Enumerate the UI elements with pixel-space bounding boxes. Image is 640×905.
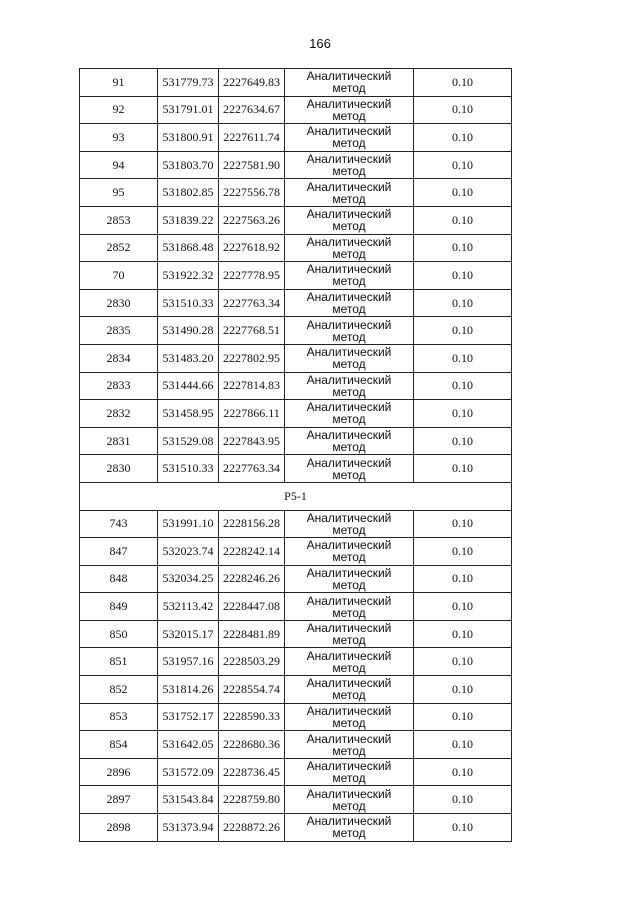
point-number-cell: 848 bbox=[80, 565, 158, 593]
point-number-cell: 854 bbox=[80, 731, 158, 759]
method-cell bbox=[285, 593, 414, 621]
table-row bbox=[80, 289, 512, 317]
accuracy-cell: 0.10 bbox=[414, 758, 512, 786]
table-row bbox=[80, 400, 512, 428]
x-coordinate-cell: 531791.01 bbox=[158, 96, 219, 124]
method-line-1: Аналитический bbox=[306, 455, 392, 470]
point-number-cell: 2835 bbox=[80, 317, 158, 345]
table-row bbox=[80, 234, 512, 262]
method-line-1: Аналитический bbox=[306, 152, 392, 167]
x-coordinate-cell: 531814.26 bbox=[158, 676, 219, 704]
method-line-1: Аналитический bbox=[306, 565, 392, 580]
y-coordinate-cell: 2227556.78 bbox=[219, 179, 285, 207]
table-row bbox=[80, 427, 512, 455]
x-coordinate-cell: 532023.74 bbox=[158, 538, 219, 566]
method-line-1: Аналитический bbox=[306, 538, 392, 553]
x-coordinate-cell: 532034.25 bbox=[158, 565, 219, 593]
point-number-cell: 850 bbox=[80, 620, 158, 648]
method-line-1: Аналитический bbox=[306, 69, 392, 84]
accuracy-cell: 0.10 bbox=[414, 455, 512, 483]
method-cell bbox=[285, 317, 414, 345]
method-line-1: Аналитический bbox=[306, 621, 392, 636]
method-line-2: метод bbox=[332, 136, 366, 151]
y-coordinate-cell: 2227768.51 bbox=[219, 317, 285, 345]
method-cell bbox=[285, 565, 414, 593]
method-cell bbox=[285, 620, 414, 648]
y-coordinate-cell: 2228246.26 bbox=[219, 565, 285, 593]
accuracy-cell: 0.10 bbox=[414, 372, 512, 400]
table-row bbox=[80, 96, 512, 124]
accuracy-cell: 0.10 bbox=[414, 124, 512, 152]
table-row bbox=[80, 648, 512, 676]
method-line-1: Аналитический bbox=[306, 510, 392, 525]
y-coordinate-cell: 2228680.36 bbox=[219, 731, 285, 759]
method-line-2: метод bbox=[332, 826, 366, 841]
method-cell bbox=[285, 676, 414, 704]
method-line-2: метод bbox=[332, 274, 366, 289]
method-line-1: Аналитический bbox=[306, 731, 392, 746]
method-line-2: метод bbox=[332, 81, 366, 96]
table-row bbox=[80, 758, 512, 786]
method-cell bbox=[285, 372, 414, 400]
x-coordinate-cell: 531458.95 bbox=[158, 400, 219, 428]
section-row bbox=[80, 482, 512, 510]
coordinates-table bbox=[79, 68, 512, 842]
point-number-cell: 853 bbox=[80, 703, 158, 731]
x-coordinate-cell: 531779.73 bbox=[158, 69, 219, 97]
accuracy-cell: 0.10 bbox=[414, 96, 512, 124]
method-line-1: Аналитический bbox=[306, 234, 392, 249]
point-number-cell: 743 bbox=[80, 510, 158, 538]
accuracy-cell: 0.10 bbox=[414, 400, 512, 428]
y-coordinate-cell: 2227802.95 bbox=[219, 344, 285, 372]
accuracy-cell: 0.10 bbox=[414, 814, 512, 842]
table-row bbox=[80, 317, 512, 345]
point-number-cell: 2898 bbox=[80, 814, 158, 842]
method-cell bbox=[285, 786, 414, 814]
method-line-2: метод bbox=[332, 384, 366, 399]
point-number-cell: 2831 bbox=[80, 427, 158, 455]
method-cell bbox=[285, 510, 414, 538]
point-number-cell: 91 bbox=[80, 69, 158, 97]
method-line-2: метод bbox=[332, 108, 366, 123]
point-number-cell: 94 bbox=[80, 151, 158, 179]
y-coordinate-cell: 2228447.08 bbox=[219, 593, 285, 621]
method-line-1: Аналитический bbox=[306, 207, 392, 222]
table-row bbox=[80, 179, 512, 207]
table-row bbox=[80, 786, 512, 814]
accuracy-cell: 0.10 bbox=[414, 510, 512, 538]
method-line-1: Аналитический bbox=[306, 262, 392, 277]
method-line-1: Аналитический bbox=[306, 345, 392, 360]
accuracy-cell: 0.10 bbox=[414, 538, 512, 566]
y-coordinate-cell: 2227634.67 bbox=[219, 96, 285, 124]
method-line-1: Аналитический bbox=[306, 648, 392, 663]
table-row bbox=[80, 731, 512, 759]
method-line-2: метод bbox=[332, 440, 366, 455]
method-line-2: метод bbox=[332, 219, 366, 234]
point-number-cell: 2897 bbox=[80, 786, 158, 814]
accuracy-cell: 0.10 bbox=[414, 69, 512, 97]
method-line-2: метод bbox=[332, 550, 366, 565]
table-row bbox=[80, 124, 512, 152]
method-line-1: Аналитический bbox=[306, 593, 392, 608]
y-coordinate-cell: 2228156.28 bbox=[219, 510, 285, 538]
x-coordinate-cell: 531957.16 bbox=[158, 648, 219, 676]
table-row bbox=[80, 262, 512, 290]
accuracy-cell: 0.10 bbox=[414, 234, 512, 262]
y-coordinate-cell: 2228872.26 bbox=[219, 814, 285, 842]
method-line-1: Аналитический bbox=[306, 759, 392, 774]
method-cell bbox=[285, 262, 414, 290]
accuracy-cell: 0.10 bbox=[414, 179, 512, 207]
method-cell bbox=[285, 703, 414, 731]
y-coordinate-cell: 2227763.34 bbox=[219, 455, 285, 483]
method-line-2: метод bbox=[332, 191, 366, 206]
method-line-2: метод bbox=[332, 633, 366, 648]
accuracy-cell: 0.10 bbox=[414, 317, 512, 345]
method-cell bbox=[285, 758, 414, 786]
x-coordinate-cell: 531510.33 bbox=[158, 455, 219, 483]
method-line-1: Аналитический bbox=[306, 290, 392, 305]
x-coordinate-cell: 531802.85 bbox=[158, 179, 219, 207]
x-coordinate-cell: 531444.66 bbox=[158, 372, 219, 400]
table-row bbox=[80, 510, 512, 538]
method-line-2: метод bbox=[332, 164, 366, 179]
accuracy-cell: 0.10 bbox=[414, 289, 512, 317]
method-line-1: Аналитический bbox=[306, 428, 392, 443]
method-line-2: метод bbox=[332, 302, 366, 317]
method-cell bbox=[285, 455, 414, 483]
x-coordinate-cell: 531868.48 bbox=[158, 234, 219, 262]
method-line-2: метод bbox=[332, 412, 366, 427]
method-line-2: метод bbox=[332, 605, 366, 620]
method-cell bbox=[285, 289, 414, 317]
x-coordinate-cell: 531543.84 bbox=[158, 786, 219, 814]
accuracy-cell: 0.10 bbox=[414, 648, 512, 676]
y-coordinate-cell: 2227763.34 bbox=[219, 289, 285, 317]
accuracy-cell: 0.10 bbox=[414, 427, 512, 455]
point-number-cell: 2852 bbox=[80, 234, 158, 262]
method-line-1: Аналитический bbox=[306, 400, 392, 415]
x-coordinate-cell: 531373.94 bbox=[158, 814, 219, 842]
method-line-2: метод bbox=[332, 577, 366, 592]
point-number-cell: 2830 bbox=[80, 455, 158, 483]
method-line-1: Аналитический bbox=[306, 124, 392, 139]
method-cell bbox=[285, 400, 414, 428]
method-line-2: метод bbox=[332, 715, 366, 730]
point-number-cell: 70 bbox=[80, 262, 158, 290]
x-coordinate-cell: 531483.20 bbox=[158, 344, 219, 372]
point-number-cell: 2832 bbox=[80, 400, 158, 428]
table-row bbox=[80, 814, 512, 842]
method-cell bbox=[285, 206, 414, 234]
y-coordinate-cell: 2227843.95 bbox=[219, 427, 285, 455]
y-coordinate-cell: 2227649.83 bbox=[219, 69, 285, 97]
point-number-cell: 2830 bbox=[80, 289, 158, 317]
accuracy-cell: 0.10 bbox=[414, 620, 512, 648]
point-number-cell: 851 bbox=[80, 648, 158, 676]
method-line-2: метод bbox=[332, 522, 366, 537]
method-cell bbox=[285, 179, 414, 207]
y-coordinate-cell: 2228503.29 bbox=[219, 648, 285, 676]
method-line-2: метод bbox=[332, 771, 366, 786]
accuracy-cell: 0.10 bbox=[414, 206, 512, 234]
method-cell bbox=[285, 151, 414, 179]
table-row bbox=[80, 69, 512, 97]
method-line-1: Аналитический bbox=[306, 786, 392, 801]
accuracy-cell: 0.10 bbox=[414, 565, 512, 593]
x-coordinate-cell: 531572.09 bbox=[158, 758, 219, 786]
accuracy-cell: 0.10 bbox=[414, 731, 512, 759]
table-row bbox=[80, 593, 512, 621]
method-line-1: Аналитический bbox=[306, 317, 392, 332]
table-row bbox=[80, 151, 512, 179]
table-row bbox=[80, 676, 512, 704]
y-coordinate-cell: 2227866.11 bbox=[219, 400, 285, 428]
x-coordinate-cell: 532015.17 bbox=[158, 620, 219, 648]
method-line-2: метод bbox=[332, 798, 366, 813]
method-line-1: Аналитический bbox=[306, 703, 392, 718]
method-cell bbox=[285, 69, 414, 97]
table-row bbox=[80, 344, 512, 372]
accuracy-cell: 0.10 bbox=[414, 262, 512, 290]
table-row bbox=[80, 620, 512, 648]
table-row bbox=[80, 206, 512, 234]
accuracy-cell: 0.10 bbox=[414, 344, 512, 372]
y-coordinate-cell: 2227563.26 bbox=[219, 206, 285, 234]
method-cell bbox=[285, 814, 414, 842]
method-cell bbox=[285, 731, 414, 759]
method-cell bbox=[285, 648, 414, 676]
point-number-cell: 852 bbox=[80, 676, 158, 704]
method-line-2: метод bbox=[332, 688, 366, 703]
point-number-cell: 93 bbox=[80, 124, 158, 152]
y-coordinate-cell: 2227581.90 bbox=[219, 151, 285, 179]
y-coordinate-cell: 2227778.95 bbox=[219, 262, 285, 290]
method-line-2: метод bbox=[332, 357, 366, 372]
y-coordinate-cell: 2228242.14 bbox=[219, 538, 285, 566]
table-row bbox=[80, 455, 512, 483]
accuracy-cell: 0.10 bbox=[414, 151, 512, 179]
x-coordinate-cell: 531752.17 bbox=[158, 703, 219, 731]
method-line-1: Аналитический bbox=[306, 372, 392, 387]
x-coordinate-cell: 531922.32 bbox=[158, 262, 219, 290]
x-coordinate-cell: 531510.33 bbox=[158, 289, 219, 317]
point-number-cell: 849 bbox=[80, 593, 158, 621]
y-coordinate-cell: 2228759.80 bbox=[219, 786, 285, 814]
method-line-2: метод bbox=[332, 246, 366, 261]
point-number-cell: 2896 bbox=[80, 758, 158, 786]
method-cell bbox=[285, 124, 414, 152]
method-line-2: метод bbox=[332, 660, 366, 675]
method-line-2: метод bbox=[332, 467, 366, 482]
y-coordinate-cell: 2228481.89 bbox=[219, 620, 285, 648]
x-coordinate-cell: 531642.05 bbox=[158, 731, 219, 759]
y-coordinate-cell: 2228554.74 bbox=[219, 676, 285, 704]
accuracy-cell: 0.10 bbox=[414, 593, 512, 621]
point-number-cell: 2853 bbox=[80, 206, 158, 234]
point-number-cell: 847 bbox=[80, 538, 158, 566]
y-coordinate-cell: 2228590.33 bbox=[219, 703, 285, 731]
method-line-2: метод bbox=[332, 743, 366, 758]
table-row bbox=[80, 372, 512, 400]
method-line-2: метод bbox=[332, 329, 366, 344]
point-number-cell: 92 bbox=[80, 96, 158, 124]
x-coordinate-cell: 531490.28 bbox=[158, 317, 219, 345]
table-row bbox=[80, 703, 512, 731]
point-number-cell: 95 bbox=[80, 179, 158, 207]
method-cell bbox=[285, 538, 414, 566]
accuracy-cell: 0.10 bbox=[414, 703, 512, 731]
accuracy-cell: 0.10 bbox=[414, 676, 512, 704]
x-coordinate-cell: 531839.22 bbox=[158, 206, 219, 234]
method-line-1: Аналитический bbox=[306, 179, 392, 194]
table-row bbox=[80, 565, 512, 593]
x-coordinate-cell: 531800.91 bbox=[158, 124, 219, 152]
method-line-1: Аналитический bbox=[306, 676, 392, 691]
method-cell bbox=[285, 234, 414, 262]
x-coordinate-cell: 531529.08 bbox=[158, 427, 219, 455]
method-line-1: Аналитический bbox=[306, 814, 392, 829]
table-row bbox=[80, 538, 512, 566]
y-coordinate-cell: 2227611.74 bbox=[219, 124, 285, 152]
coordinates-table-body bbox=[80, 69, 512, 842]
y-coordinate-cell: 2228736.45 bbox=[219, 758, 285, 786]
x-coordinate-cell: 531803.70 bbox=[158, 151, 219, 179]
page-number: 166 bbox=[309, 36, 331, 51]
method-cell bbox=[285, 427, 414, 455]
section-label: Р5-1 bbox=[80, 482, 512, 510]
method-cell bbox=[285, 96, 414, 124]
y-coordinate-cell: 2227814.83 bbox=[219, 372, 285, 400]
point-number-cell: 2834 bbox=[80, 344, 158, 372]
x-coordinate-cell: 531991.10 bbox=[158, 510, 219, 538]
method-cell bbox=[285, 344, 414, 372]
y-coordinate-cell: 2227618.92 bbox=[219, 234, 285, 262]
x-coordinate-cell: 532113.42 bbox=[158, 593, 219, 621]
accuracy-cell: 0.10 bbox=[414, 786, 512, 814]
method-line-1: Аналитический bbox=[306, 96, 392, 111]
point-number-cell: 2833 bbox=[80, 372, 158, 400]
